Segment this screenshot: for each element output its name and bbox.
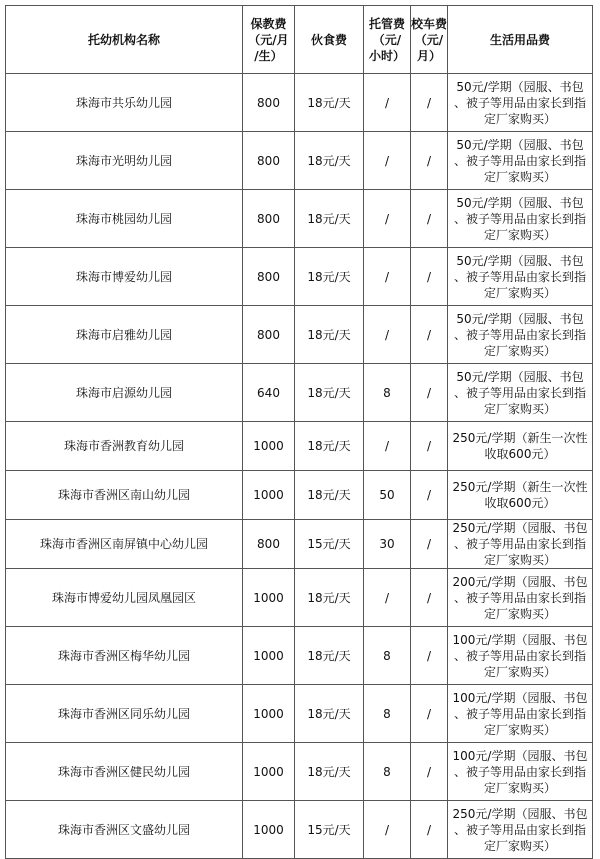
cell-tuition: 800: [243, 190, 295, 248]
table-row: [6, 801, 593, 859]
cell-meals: 18元/天: [295, 364, 364, 422]
cell-care: 50: [364, 471, 411, 520]
cell-care: /: [364, 306, 411, 364]
supplies-line: 收取600元）: [484, 447, 556, 461]
cell-care: /: [364, 569, 411, 627]
cell-meals: 15元/天: [295, 520, 364, 569]
supplies-line: 50元/学期（园服、书包: [456, 253, 584, 268]
cell-care: 8: [364, 685, 411, 743]
cell-meals: 15元/天: [295, 801, 364, 859]
cell-institution-name: 珠海市香洲区南屏镇中心幼儿园: [6, 520, 243, 569]
header-care-line: 小时）: [368, 48, 405, 63]
cell-meals: 18元/天: [295, 627, 364, 685]
cell-tuition: 640: [243, 364, 295, 422]
cell-meals: 18元/天: [295, 306, 364, 364]
cell-institution-name: 珠海市桃园幼儿园: [6, 190, 243, 248]
cell-institution-name: 珠海市启源幼儿园: [6, 364, 243, 422]
cell-supplies: [448, 685, 593, 743]
supplies-line: 250元/学期（新生一次性: [452, 431, 588, 445]
cell-meals: 18元/天: [295, 190, 364, 248]
cell-bus: /: [411, 422, 448, 471]
table-row: [6, 132, 593, 190]
cell-bus: /: [411, 190, 448, 248]
table-row: [6, 520, 593, 569]
supplies-line: 定厂家购买）: [483, 664, 556, 679]
cell-bus: /: [411, 248, 448, 306]
cell-meals: 18元/天: [295, 132, 364, 190]
table-row: [6, 190, 593, 248]
cell-supplies: [448, 364, 593, 422]
supplies-line: 50元/学期（园服、书包: [456, 311, 584, 326]
cell-tuition: 800: [243, 520, 295, 569]
cell-care: 8: [364, 364, 411, 422]
header-tuition-line: /生）: [254, 48, 283, 63]
supplies-line: 定厂家购买）: [483, 285, 556, 300]
cell-meals: 18元/天: [295, 248, 364, 306]
supplies-line: 50元/学期（园服、书包: [456, 137, 584, 152]
supplies-line: 50元/学期（园服、书包: [456, 369, 584, 384]
header-supplies: 生活用品费: [448, 6, 593, 74]
supplies-line: 定厂家购买）: [483, 780, 556, 795]
supplies-line: 定厂家购买）: [483, 343, 556, 358]
cell-tuition: 1000: [243, 685, 295, 743]
cell-supplies: [448, 569, 593, 627]
cell-supplies: [448, 743, 593, 801]
header-institution-name: 托幼机构名称: [6, 6, 243, 74]
header-tuition: [243, 6, 295, 74]
cell-bus: /: [411, 364, 448, 422]
table-row: [6, 248, 593, 306]
header-bus-line: 月）: [416, 48, 441, 63]
cell-meals: 18元/天: [295, 74, 364, 132]
supplies-line: 、被子等用品由家长到指: [453, 537, 586, 551]
supplies-line: 250元/学期（园服、书包: [452, 521, 588, 535]
supplies-line: 100元/学期（园服、书包: [452, 632, 588, 647]
header-care-line: （元/: [372, 32, 402, 47]
supplies-line: 、被子等用品由家长到指: [453, 269, 586, 284]
cell-care: 8: [364, 743, 411, 801]
cell-supplies: [448, 306, 593, 364]
cell-care: /: [364, 801, 411, 859]
cell-tuition: 1000: [243, 801, 295, 859]
supplies-line: 、被子等用品由家长到指: [453, 648, 586, 663]
supplies-line: 定厂家购买）: [483, 169, 556, 184]
supplies-line: 、被子等用品由家长到指: [453, 764, 586, 779]
cell-supplies: [448, 422, 593, 471]
cell-care: /: [364, 248, 411, 306]
supplies-line: 收取600元）: [484, 496, 556, 510]
supplies-line: 定厂家购买）: [483, 111, 556, 126]
cell-care: /: [364, 422, 411, 471]
cell-tuition: 1000: [243, 422, 295, 471]
table-row: [6, 627, 593, 685]
table-row: [6, 471, 593, 520]
cell-institution-name: 珠海市香洲区文盛幼儿园: [6, 801, 243, 859]
cell-institution-name: 珠海市博爱幼儿园: [6, 248, 243, 306]
cell-institution-name: 珠海市香洲区南山幼儿园: [6, 471, 243, 520]
cell-tuition: 800: [243, 132, 295, 190]
header-bus-line: （元/: [414, 32, 444, 47]
header-meals: 伙食费: [295, 6, 364, 74]
supplies-line: 250元/学期（新生一次性: [452, 480, 588, 494]
cell-bus: /: [411, 471, 448, 520]
cell-supplies: [448, 801, 593, 859]
cell-institution-name: 珠海市香洲区健民幼儿园: [6, 743, 243, 801]
cell-meals: 18元/天: [295, 743, 364, 801]
cell-care: 30: [364, 520, 411, 569]
header-care-line: 托管费: [368, 16, 405, 31]
supplies-line: 定厂家购买）: [483, 838, 556, 853]
supplies-line: 、被子等用品由家长到指: [453, 95, 586, 110]
supplies-line: 50元/学期（园服、书包: [456, 79, 584, 94]
cell-supplies: [448, 248, 593, 306]
header-bus: [411, 6, 448, 74]
table-row: [6, 306, 593, 364]
cell-institution-name: 珠海市香洲教育幼儿园: [6, 422, 243, 471]
cell-meals: 18元/天: [295, 569, 364, 627]
supplies-line: 定厂家购买）: [483, 227, 556, 242]
table-header-row: [6, 6, 593, 74]
supplies-line: 定厂家购买）: [483, 401, 556, 416]
cell-bus: /: [411, 306, 448, 364]
table-row: [6, 743, 593, 801]
supplies-line: 定厂家购买）: [483, 606, 556, 621]
cell-supplies: [448, 627, 593, 685]
cell-institution-name: 珠海市香洲区同乐幼儿园: [6, 685, 243, 743]
table-row: [6, 364, 593, 422]
cell-supplies: [448, 74, 593, 132]
supplies-line: 200元/学期（园服、书包: [452, 574, 588, 589]
cell-meals: 18元/天: [295, 685, 364, 743]
cell-tuition: 1000: [243, 471, 295, 520]
table-row: [6, 422, 593, 471]
cell-tuition: 800: [243, 306, 295, 364]
table-row: [6, 569, 593, 627]
supplies-line: 、被子等用品由家长到指: [453, 153, 586, 168]
header-bus-line: 校车费: [411, 16, 448, 31]
cell-tuition: 800: [243, 248, 295, 306]
cell-care: /: [364, 132, 411, 190]
cell-bus: /: [411, 569, 448, 627]
cell-supplies: [448, 132, 593, 190]
supplies-line: 100元/学期（园服、书包: [452, 748, 588, 763]
supplies-line: 定厂家购买）: [483, 553, 556, 567]
cell-bus: /: [411, 743, 448, 801]
cell-institution-name: 珠海市光明幼儿园: [6, 132, 243, 190]
cell-bus: /: [411, 627, 448, 685]
supplies-line: 100元/学期（园服、书包: [452, 690, 588, 705]
cell-tuition: 1000: [243, 743, 295, 801]
header-care: [364, 6, 411, 74]
cell-institution-name: 珠海市香洲区梅华幼儿园: [6, 627, 243, 685]
header-tuition-line: 保教费: [250, 16, 287, 31]
supplies-line: 、被子等用品由家长到指: [453, 211, 586, 226]
cell-bus: /: [411, 685, 448, 743]
supplies-line: 、被子等用品由家长到指: [453, 385, 586, 400]
supplies-line: 、被子等用品由家长到指: [453, 590, 586, 605]
cell-institution-name: 珠海市博爱幼儿园凤凰园区: [6, 569, 243, 627]
supplies-line: 50元/学期（园服、书包: [456, 195, 584, 210]
table-row: [6, 74, 593, 132]
cell-institution-name: 珠海市共乐幼儿园: [6, 74, 243, 132]
fee-table: [5, 5, 593, 859]
cell-tuition: 1000: [243, 627, 295, 685]
cell-bus: /: [411, 520, 448, 569]
table-row: [6, 685, 593, 743]
cell-care: 8: [364, 627, 411, 685]
cell-supplies: [448, 471, 593, 520]
header-tuition-line: （元/月: [248, 32, 289, 47]
cell-supplies: [448, 520, 593, 569]
cell-care: /: [364, 74, 411, 132]
supplies-line: 250元/学期（园服、书包: [452, 806, 588, 821]
supplies-line: 、被子等用品由家长到指: [453, 822, 586, 837]
cell-supplies: [448, 190, 593, 248]
cell-bus: /: [411, 801, 448, 859]
cell-care: /: [364, 190, 411, 248]
supplies-line: 、被子等用品由家长到指: [453, 327, 586, 342]
cell-tuition: 800: [243, 74, 295, 132]
cell-bus: /: [411, 132, 448, 190]
cell-bus: /: [411, 74, 448, 132]
cell-meals: 18元/天: [295, 471, 364, 520]
cell-tuition: 1000: [243, 569, 295, 627]
cell-institution-name: 珠海市启雅幼儿园: [6, 306, 243, 364]
supplies-line: 、被子等用品由家长到指: [453, 706, 586, 721]
cell-meals: 18元/天: [295, 422, 364, 471]
supplies-line: 定厂家购买）: [483, 722, 556, 737]
